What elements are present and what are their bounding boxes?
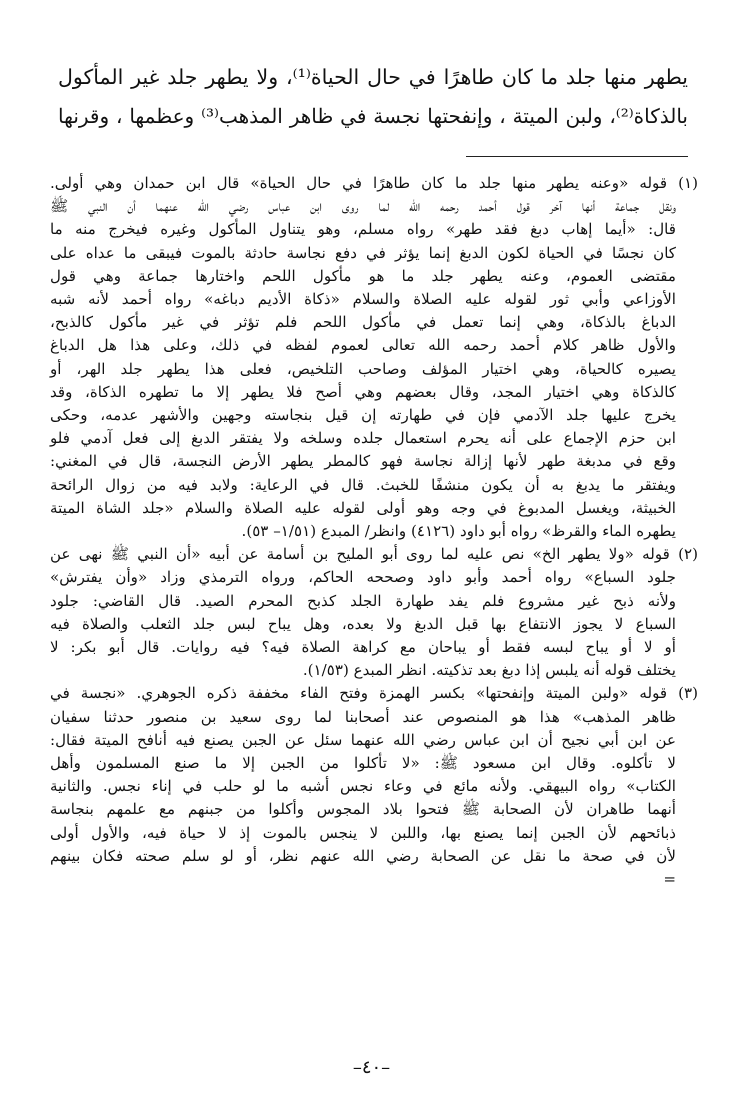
footnote-line: لا تأكلوه. وقال ابن مسعود ﷺ: «لا تأكلوا من الجبن إلا ما صنع المسلمون وأهل <box>50 754 676 773</box>
footnote-line: لأن في صحة ما نقل عن الصحابة رضي الله عنهم نظر، أو لو سلم صحته فكان بينهم <box>50 846 676 865</box>
footnote-line: ولأنه ذبح غير مشروع فلم يفد طهارة الجلد كذبح المحرم الصيد. قال القاضي: جلود <box>50 591 676 610</box>
footnote-line: أنهما طاهران لأن الصحابة ﷺ فتحوا بلاد المجوس وأكلوا من جبنهم مع علمهم بنجاسة <box>50 800 676 819</box>
footnote-line: أو لا أو يباح لبسه فقط أو يباحان مع كراهة الصلاة فيه؟ فيه روايات. قال أبو بكر: لا <box>50 638 676 657</box>
footnote-line: الخبيثة، ويغسل المدبوغ في وجه وهو أولى لقوله عليه الصلاة والسلام «جلد الشاة الميتة <box>50 498 676 517</box>
footnote-line: (٣) قوله «ولبن الميتة وإنفحتها» بكسر الهمزة وفتح الفاء مخففة ذكره الجوهري. «نجسة في <box>50 684 698 703</box>
footnote-line: قال: «أيما إهاب دبغ فقد طهر» رواه مسلم، وهو يتناول المأكول وغيره فيخرج منه ما <box>50 220 676 239</box>
footnote-3 <box>50 682 698 891</box>
footnote-line: كالذكاة وهي اختيار المجد، وقال بعضهم وهي أصح فلا يطهر إلا ما تطهره الذكاة، وقد <box>50 382 676 401</box>
footnote-line: ابن حزم الإجماع على أنه يحرم استعمال جلده وسلخه ولا يفتقر الدبغ إلى فعل آدمي فلو <box>50 429 676 448</box>
footnote-2 <box>50 543 698 682</box>
footnotes <box>50 172 698 891</box>
footnote-line: ونقل جماعة أنها آخر قول أحمد رحمه الله لما روى ابن عباس رضي الله عنهما أن النبي ﷺ <box>50 197 676 216</box>
page-number: –٤٠– <box>352 1057 391 1078</box>
footnote-line: (٢) قوله «ولا يطهر الخ» نص عليه لما روى أبو المليح بن أسامة عن أبيه «أن النبي ﷺ نهى عن <box>50 545 698 564</box>
footnote-line: الأوزاعي وأبي ثور لقوله عليه الصلاة والسلام «ذكاة الأديم دباغه» رواه أحمد لأنه شبه <box>50 290 676 309</box>
footnote-line: ذبائحهم لأن الجبن إنما يصنع بها، واللبن لا ينجس بالموت إذ لا حياة فيه، والأول أولى <box>50 823 676 842</box>
footnote-line: الكتاب» رواه البيهقي. ولأنه مائع في وعاء نجس أشبه ما لو حلب في إناء نجس. والثانية <box>50 777 676 796</box>
footnote-line: يطهره الماء والقرظ» رواه أبو داود (٤١٢٦) وانظر/ المبدع (١/٥١– ٥٣). <box>241 522 676 541</box>
footnote-1 <box>50 172 698 543</box>
footnote-line: السباع لا يجوز الانتفاع بها قبل الدبغ ولا بعده، وهل يباح لبس جلد الثعلب والصلاة فيه <box>50 614 676 633</box>
main-text-line: يطهر منها جلد ما كان طاهرًا في حال الحياة⁽¹⁾، ولا يطهر جلد غير المأكول <box>58 65 688 89</box>
continuation-mark: = <box>663 870 676 889</box>
main-text <box>58 58 688 136</box>
footnote-line: يختلف قوله أنه يلبس إذا دبغ بعد تذكيته. انظر المبدع (١/٥٣). <box>302 661 676 680</box>
footnote-line: مقتضى العموم، وعنه يطهر جلد ما هو مأكول اللحم واختارها جماعة وهي قول <box>50 266 676 285</box>
footnote-line: كان نجسًا في الحياة لكون الدبغ إنما يؤثر في دفع نجاسة حادثة بالموت فيبقى ما عداه على <box>50 243 676 262</box>
footnote-line: ظاهر المذهب» هذا هو المنصوص عند أصحابنا لما روى سعيد بن منصور حدثنا سفيان <box>50 707 676 726</box>
footnote-line: يخرج عليها جلد الآدمي فإن في طهارته إن قيل بنجاسته وجهين والأشهر عدمه، وحكى <box>50 406 676 425</box>
footnote-line: جلود السباع» رواه أحمد وأبو داود وصححه الحاكم، ورواه الترمذي وزاد «وأن يفترش» <box>50 568 676 587</box>
footnote-separator <box>466 156 688 157</box>
footnote-line: الدباغ بالذكاة، وهي إنما تعمل في مأكول اللحم فلم تؤثر في غير مأكول كالذبح، <box>50 313 676 332</box>
footnote-line: والأول ظاهر كلام أحمد رحمه الله تعالى لعموم لفظه في ذلك، وعلى هذا هل الدباغ <box>50 336 676 355</box>
footnote-line: ويفتقر ما يدبغ به أن يكون منشفًا للخبث. قال في الرعاية: ولابد فيه من زوال الرائحة <box>50 475 676 494</box>
footnote-line: وقع في مدبغة طهر لأنها إزالة نجاسة فهو كالمطر يطهر الأرض النجسة، قال في المغني: <box>50 452 676 471</box>
footnote-line: يصيره كالحياة، وهي اختيار المؤلف وصاحب التلخيص، فعلى هذا يطهر جلد الهر، أو <box>50 359 676 378</box>
footnote-line: عن ابن أبي نجيح أن ابن عباس رضي الله عنهما سئل عن الجبن يصنع فيه أنافح الميتة فقال: <box>50 730 676 749</box>
footnote-line: (١) قوله «وعنه يطهر منها جلد ما كان طاهرًا في حال الحياة» قال ابن حمدان وهي أولى. <box>50 174 698 192</box>
main-text-line: بالذكاة⁽²⁾، ولبن الميتة ، وإنفحتها نجسة في ظاهر المذهب⁽³⁾ وعظمها ، وقرنها <box>58 104 688 128</box>
